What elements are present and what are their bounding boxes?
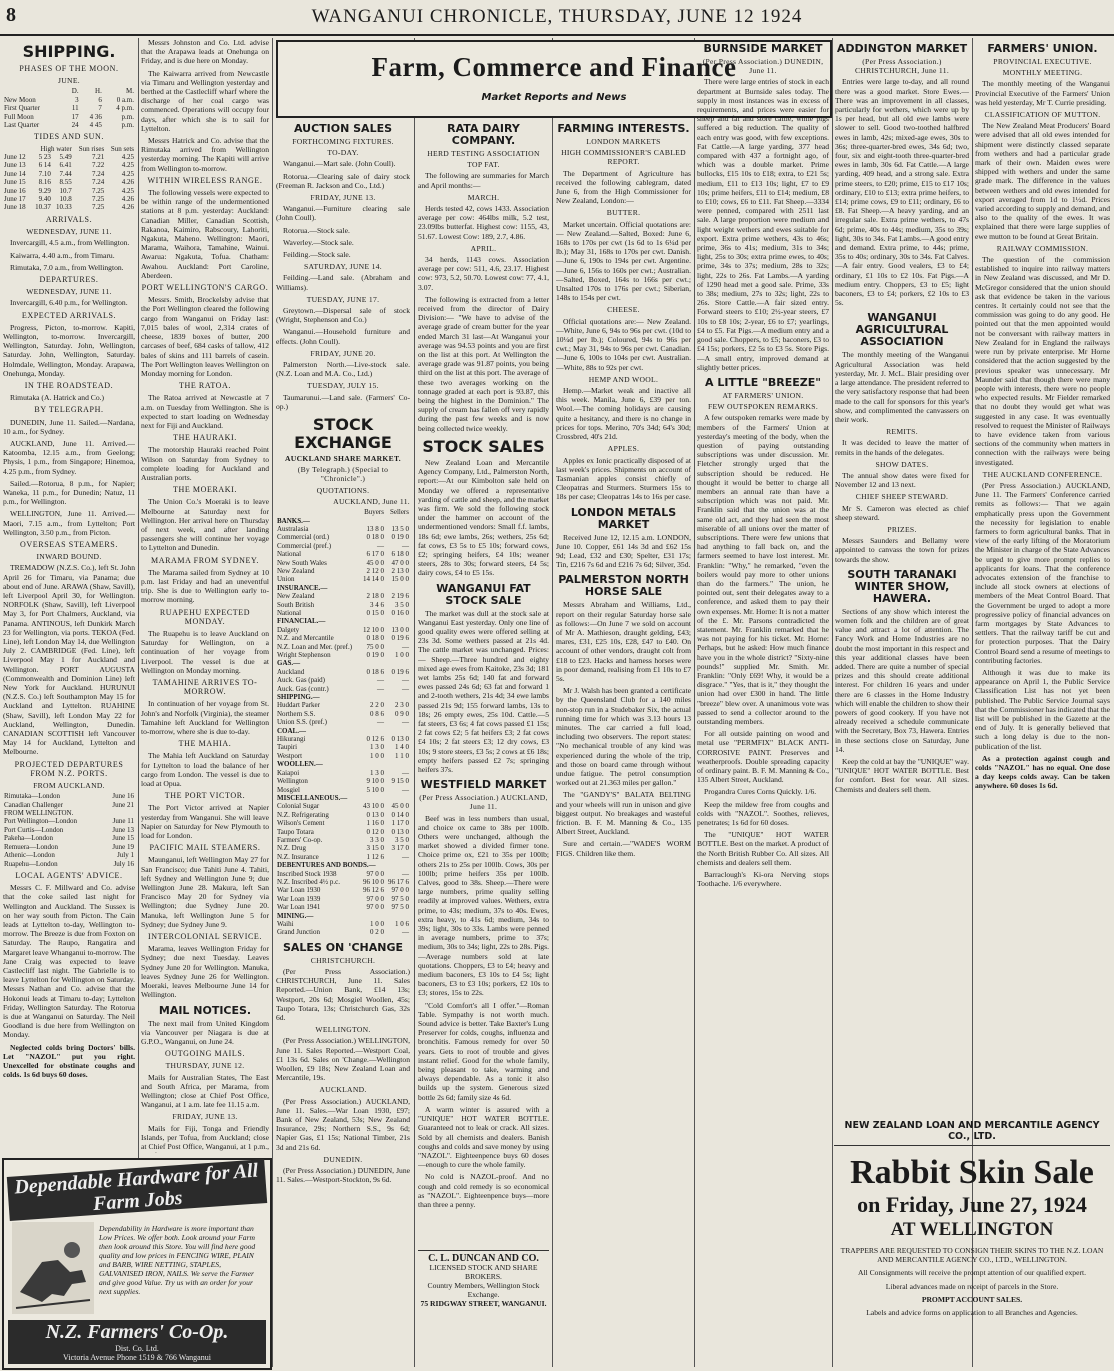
- rabbit-text: All Consignments will receive the prompt attention of our qualified expert.: [858, 1268, 1086, 1278]
- mail-intro: The next mail from United Kingdom via Vancouver per Niagara is due at G.P.O., Wanganui, on June 24.: [141, 1018, 269, 1046]
- column-rule: [832, 38, 833, 1367]
- auckland-heading: AUCKLAND.: [319, 1085, 367, 1095]
- newspaper-title: WANGANUI CHRONICLE, THURSDAY, JUNE 12 1924: [311, 6, 803, 27]
- agricultural-body: The monthly meeting of the Wanganui Agricultural Association was held yesterday, Mr. J. McL. Blair presiding over a large attendance. The president referred to the very satisfactory response that had been made to the call for sponsors for this year's show, and complimented the canvassers on their work.: [835, 350, 969, 424]
- burnside-column: [697, 38, 829, 1367]
- tide-row: June 15 8.16 8.55 7.24 4.26: [4, 178, 134, 187]
- auction-date: FRIDAY, JUNE 20.: [310, 348, 376, 358]
- auction-item: Rotorua.—Stock sale.: [283, 225, 350, 235]
- winter-show-heading: SOUTH TARANAKI WINTER SHOW, HAWERA.: [847, 567, 957, 605]
- coop-dist: Dist. Co. Ltd.: [115, 1344, 159, 1353]
- remits-heading: REMITS.: [886, 427, 918, 437]
- tide-row: June 16 9.29 10.7 7.25 4.25: [4, 186, 134, 195]
- column-rule: [414, 38, 415, 1367]
- cheese-text: Official quotations are:— New Zealand.—White, June 6, 94s to 96s per cwt. (10d to 10¼d per lb.); Coloured, 94s to 96s per cwt.; May 31, 94s to 96s per cwt. Canadian.—June 6, 100s to 104s per cwt. Australian.—White, 88s to 92s per cwt.: [556, 316, 691, 372]
- shipping-column: [3, 38, 135, 1153]
- auction-sub: FORTHCOMING FIXTURES.: [292, 137, 394, 146]
- auction-date: SATURDAY, JUNE 14.: [304, 262, 382, 272]
- farming-interests-heading: FARMING INTERESTS.: [557, 122, 690, 135]
- keep-cold-ad: Keep the cold at bay the "UNIQUE" way. "UNIQUE" HOT WATER BOTTLE. Best for comfort. Best for wear. All sizes. Chemists and dealers sell them.: [835, 757, 969, 794]
- steward-heading: CHIEF SHEEP STEWARD.: [855, 492, 949, 502]
- rata-dairy-heading: RATA DAIRY COMPANY.: [447, 122, 520, 147]
- steward-text: Mr S. Cameron was elected as chief sheep steward.: [835, 503, 969, 522]
- share-date: AUCKLAND, June 11.: [333, 496, 410, 506]
- telegraph-item: WELLINGTON, June 11. Arrived.—Maori, 7.15 a.m., from Lyttelton; Port Wellington, 3.50 p.m., from Picton.: [3, 509, 135, 537]
- auckland-text: (Per Press Association.) AUCKLAND, June 11. Sales.—War Loan 1930, £97; Bank of New Zealand, 53s; New Zealand Insurance, 29s; Northern S.S., 9s 6d; Napier Gas, £1 15s; National Timber, 21s 3d and 21s 6d.: [276, 1096, 410, 1152]
- departure-item: Invercargill, 6.40 p.m., for Wellington.: [10, 298, 128, 308]
- ad-footer: [8, 1320, 266, 1364]
- christchurch-text: (Per Press Association.) CHRISTCHURCH, June 11. Sales Reported.—Union Bank, £14 13s; Westport, 20s 6d; Mosgiel Woollen, 45s; Taupo Totara, 13s; Christchurch Gas, 32s 6d.: [276, 967, 410, 1023]
- share-section: INSURANCE.—: [277, 583, 328, 592]
- cabled-report-heading: HIGH COMMISSIONER'S CABLED REPORT.: [561, 148, 686, 167]
- moon-heading: PHASES OF THE MOON.: [19, 64, 119, 73]
- dunedin-heading: DUNEDIN.: [323, 1154, 363, 1164]
- burnside-heading: BURNSIDE MARKET: [703, 42, 823, 55]
- share-row: Hikurangi 0 12 6 0 13 0: [277, 735, 409, 744]
- tamahine-text: In continuation of her voyage from St. John's and Norfolk (Virginia), the steamer Tamahine left Auckland for Wellington to-morrow, where she is due to-day.: [141, 699, 269, 737]
- westfield-heading: WESTFIELD MARKET: [420, 778, 547, 792]
- auction-item: Wanganui.—Furniture clearing sale (John Coull).: [276, 204, 410, 223]
- marama-text: The Marama sailed from Sydney at 10 p.m. last Friday and had an uneventful trip. She is due to Wellington early to-morrow morning.: [141, 567, 269, 605]
- addington-column: [835, 38, 969, 1115]
- projected-row: Canadian Challenger June 21: [4, 800, 134, 809]
- broker-line: Country Members, Wellington Stock Exchange.: [427, 1281, 540, 1299]
- share-section: SHIPPING.—: [277, 693, 320, 702]
- progandra-ad: Progandra Cures Corns Quickly. 1/6.: [704, 787, 817, 797]
- hemp-wool-heading: HEMP AND WOOL.: [588, 374, 659, 384]
- christchurch-heading: CHRISTCHURCH.: [310, 955, 376, 965]
- projected-row: Remuera—London June 19: [4, 842, 134, 851]
- moon-col-hour: H.: [95, 87, 102, 96]
- ratoa-heading: THE RATOA.: [178, 381, 232, 391]
- rabbit-sale-title: Rabbit Skin Sale: [850, 1154, 1094, 1191]
- departures-heading: DEPARTURES.: [39, 274, 99, 284]
- rabbit-skin-sale-advertisement: [834, 1120, 1110, 1366]
- dairy-stock-column: [418, 118, 549, 1367]
- banner-title: Farm, Commerce and Finance: [371, 52, 737, 82]
- outgoing-heading: OUTGOING MAILS.: [164, 1049, 246, 1059]
- breeze-body: A few outspoken remarks were made by members of the Farmers' Union at yesterday's meeting of the body, when the question of paying outstanding subscriptions was under discussion. Mr. Fletcher strongly urged that the subscription should be reduced. He thought it would be better to charge all members an annual rate than have a subscription which was not paid. Mr. Franklin said that the union was at the same old act, and they had seen the most miserable of all unions over the matter of subscriptions. There were few unions that had anything to fall back on, and the farmers seemed to have lost interest. Mr. Franklin: "Why," he remarked, "even the boilers would pay more to other unions than do the farmers." The union, he pointed out, sent their delegates away to a conference, and asked them to pay their own expenses. Mr. Horne: It is not a matter of the £. Mr. Parsons contradicted the statement. Mr. Franklin remarked that he was not paying for his ticket. Mr. Horne: Perhaps, but he asked: How much finance have you in the whole district? "Sixty-nine pounds!" supplied Mr. Smith. Mr. Franklin: "Only £69! Why, it would be a disgrace." "Yes, that is it," they thought the union had over £300 in hand. The little "breeze" blew over. A unanimous vote was passed to send a collector around to the outstanding members.: [697, 413, 829, 727]
- projected-row: Ruapehu—London July 16: [4, 859, 134, 868]
- telegraph-item: Sailed.—Rotorua, 8 p.m., for Napier; Waneka, 11 p.m., for Dunedin; Natuz, 11 p.m., for Wellington.: [3, 478, 135, 507]
- prizes-text: Messrs Saunders and Bellamy were appointed to canvass the town for prizes towards the show.: [835, 536, 969, 564]
- barraclough-ad: Barraclough's Ki-ora Nerving stops Toothache. 1/6 everywhere.: [697, 870, 829, 889]
- share-row: Waihi 1 0 0 1 0 6: [277, 920, 409, 928]
- tides-col-set: Sun sets: [110, 144, 134, 153]
- rata-sub: HERD TESTING ASSOCIATION: [427, 149, 540, 158]
- addington-body: Entries were large to-day, and all round there was a good market. Store Ewes.—There was an improvement in all classes, particularly for wethers, which were up by 1s per head, but all old ewe lambs were slower to sell. Good two-toothed halfbred ewes in lamb, 42s; mixed-age ewes, 30s to 36s; three-quarter-bred ewes, 34s 6d; two, four, six and eight-tooth three-quarter-bred ewes in lamb, 30s 6d. Fat Cattle.—A large yarding, 409 head, and a strong sale. Extra prime steers, to £20; prime, £15 to £17 10s; ordinary, £10 to £13; extra prime heifers, to £14; prime cows, £9 to £11; ordinary, £6 to £8. Fat Sheep.—A heavy yarding, and an irregular sale. Extra prime wethers, to 47s 6d; prime, 40s to 44s; medium, 35s to 39s; light, 30s to 34s. Fat Lambs.—A good entry and demand. Extra prime, to 44s; prime, 35s to 40s; ordinary, 30s to 34s. Fat Calves.—A fair entry. Good vealers, £3 to £4; ordinary, £1 10s to £2 10s. Fat Pigs.—A medium entry. Choppers, £3 to £5; light baconers, £3 to £4; porkers, £2 10s to £3 5s.: [835, 77, 969, 308]
- tide-row: June 17 9.40 10.8 7.25 4.26: [4, 195, 134, 204]
- ratoa-text: The Ratoa arrived at Newcastle at 7 a.m. on Tuesday from Wellington. She is expected to start loading on Wednesday next for Fiji and Auckland.: [141, 393, 269, 430]
- auction-stock-column: [276, 118, 410, 1367]
- agricultural-heading: WANGANUI AGRICULTURAL ASSOCIATION: [855, 311, 949, 349]
- winter-show-body: Sections of any show which interest the women folk and the children are of great value and attract a lot of attention. The Fancy Work and Home Industries are no doubt the most important in this respect and this year additional classes have been added. There are quite a number of special prizes and this should create additional interest. For children 16 years and under there are 6 classes in the Home Industry which will enable the children to show their powers of good cookery. If you have not already received a schedule communicate with the Secretary, Box 73, Hawera. Entries in these sections close on Saturday, June 14.: [835, 606, 969, 754]
- share-row: N.Z. Drug 3 15 0 3 17 0: [277, 844, 409, 853]
- apples-text: Apples ex Ionic practically disposed of at last week's prices. Shipments on account of Tasmanian apples consist chiefly of Cleopatras and Sturmers. Sturmers 15s to 18s per case; Cleopatras 14s to 16s per case.: [556, 455, 691, 502]
- tides-col-rise: Sun rises: [78, 144, 105, 153]
- expected-text: Progress, Picton, to-morrow. Kapiti, Wellington, to-morrow. Invercargill, Wellington, Saturday. John, Wellington, Saturday. John, Wellington, Saturday. Holmdale, Wellington, Monday. Arapawa, Onehunga, Monday.: [3, 322, 135, 378]
- butter-heading: BUTTER.: [606, 208, 641, 218]
- share-row: Wright Stephenson 0 19 0 1 0 0: [277, 651, 409, 659]
- share-row: N.Z. Refrigerating 0 13 0 0 14 0: [277, 810, 409, 819]
- moon-month: JUNE.: [58, 76, 80, 86]
- rabbit-text: PROMPT ACCOUNT SALES.: [921, 1294, 1023, 1304]
- projected-sub: FROM AUCKLAND.: [33, 781, 105, 791]
- expected-heading: EXPECTED ARRIVALS.: [21, 310, 117, 320]
- classification-list-text: Although it was due to make its appearance on April 1, the Public Service Classification List has not yet been published. The Public Service Journal says that the Commissioner has indicated that the list will be published in the Gazette at the end of July. It is generally believed that such a long delay is due to the non-publication of the list.: [975, 668, 1110, 751]
- fat-stock-body: The market was dull at the stock sale at Wanganui East yesterday. Only one line of good quality ewes were offered selling at 23s 3d. Some wethers passed at 21s 4d. The cattle market was unchanged. Prices:— Sheep.—Three hundred and eighty mixed age ewes from Kaitoke, 23s 3d; 181 wet lambs 25s 6d; 140 fat and forward ewes passed 24s 6d; 63 fat and forward 1 and 2-tooth wethers, 21s 4d; 34 ewe lambs passed 21s 9d; 155 forward lambs, 13s to 18s; 26 empty ewes, 25s 10d. Cattle.—5 fat steers, £3 6s; 4 fat cows passed £1 15s; 2 fat cows £2; 5 fat heifers £3; 2 fat cows £4 10s; 2 fat steers £3; 12 dry cows, £3 10s; 9 store steers, £3 5s; 2 cows at £6 18s; empty heifers passed £2 7s; springing heifers 37s.: [418, 608, 549, 774]
- share-row: New Zealand 2 18 0 2 19 6: [277, 592, 409, 601]
- broker-name: C. L. DUNCAN AND CO.: [428, 1253, 539, 1264]
- share-row: War Loan 1930 96 12 6 97 0 0: [277, 886, 409, 895]
- rabbit-text: TRAPPERS ARE REQUESTED TO CONSIGN THEIR SKINS TO THE N.Z. LOAN AND MERCANTILE AGENCY CO., LTD., WELLINGTON.: [840, 1246, 1104, 1265]
- tides-heading: TIDES AND SUN.: [34, 132, 104, 142]
- baxter-ad: "Cold Comfort's all I offer."—Roman Table. Sympathy is not worth much. Sound advice is better. Take Baxter's Lung Preserver for colds, coughs, influenza and bronchitis. Famous remedy for over 50 years. Gets to root of trouble and gives instant relief. Good for the whole family, being pleasant to take, warming and always dependable. As a tonic it also builds up the system. Generous sized bottle 2s 6d; family size 4s 6d.: [418, 1000, 549, 1102]
- mail-text: Mails for Fiji, Tonga and Friendly Islands, per Tofua, from Auckland; close at Chief Post Office, Wanganui, at 1 p.m.,: [141, 1123, 269, 1151]
- rata-april-text: 34 herds, 1143 cows. Association average per cow: 511, 4.6, 23.17. Highest cow: 973, 5.2, 50.70. Lowest cow: 77, 4.1, 3.07.: [418, 255, 549, 292]
- tides-col-water: High water: [40, 144, 72, 153]
- pacific-heading: PACIFIC MAIL STEAMERS.: [149, 843, 261, 853]
- mail-date: THURSDAY, JUNE 12.: [165, 1061, 245, 1071]
- provincial-executive: PROVINCIAL EXECUTIVE.: [993, 57, 1092, 66]
- burnside-body: There were large entries of stock in each department at Burnside sales today. The supply in most instances was in excess of requirements, and prices were easier for sheep and fat and store cattle, while pigs suffered a big reduction. The quality of each entry was good, with few exceptions. Fat Cattle.—A large yarding, 377 head compared with 437 a fortnight ago, of which was a double market. Prime bullocks, £15 10s to £18; extra, to £21 5s; medium, £11 to £13 10s; light, £7 to £9 10s; prime heifers, £11 to £14; medium, £8 to £10; cows, £6 to £11. Fat Sheep.—3334 were penned, compared with 2511 last sale. A large proportion were medium and light weight wethers and ewes suitable for export. Extra prime wethers, 43s to 46s; prime, 36s to 41s; medium, 31s to 34s; light, 25s to 30s; extra prime ewes, to 40s; prime, 34s to 37s; medium, 28s to 32s; light, 22s to 26s. Fat Lambs.—A yarding of 1290 head met a good sale. Prime, 33s to 38s; medium, 27s to 32s; light, 22s to 26s. Store Cattle.—A fair sized entry. Forward steers to £10; 2½-year steers, £7 10s to £8 10s; 2-year, £6 to £7; yearlings, £4 to £5. Fat Pigs.—A medium entry and a good sale. Choppers, to £5; baconers, £3 to £4 15s; porkers, £2 5s to £3 5s. Store Pigs.—A small entry, improved demand at slightly better prices.: [697, 77, 829, 372]
- auction-item: Rotorua.—Clearing sale of dairy stock (Freeman R. Jackson and Co., Ltd.): [276, 171, 410, 190]
- share-row: War Loan 1941 97 0 0 97 5 0: [277, 903, 409, 912]
- rabbit-sale-date: on Friday, June 27, 1924: [857, 1192, 1087, 1217]
- share-row: Commercial (ord.) 0 18 0 0 19 0: [277, 533, 409, 542]
- arrival-item: Kaiwarra, 4.40 a.m., from Timaru.: [10, 250, 115, 260]
- share-row: Northern S.S. 0 8 6 0 9 0: [277, 709, 409, 718]
- gandys-ad: The "GANDY'S" BALATA BELTING and your wheels will run in unison and give biggest output. No breakages and wasteful friction. B. F. M. Manning & Co., 135 Albert Street, Auckland.: [556, 790, 691, 837]
- shipping-continued-column: [141, 38, 269, 1153]
- share-row: Commercial (pref.) — —: [277, 541, 409, 550]
- share-row: Wilson's Cement 1 16 0 1 17 0: [277, 819, 409, 828]
- rabbit-text: Liberal advances made on receipt of parcels in the Store.: [885, 1281, 1059, 1291]
- worm-figs-ad: Sure and certain.—"WADE'S WORM FIGS. Children like them.: [556, 839, 691, 858]
- shipping-para: Messrs Hatrick and Co. advise that the Rimutaka arrived from Wellington yesterday morning. The Kapiti will arrive from Wellington to-morrow.: [141, 136, 269, 173]
- moon-col-day: D.: [71, 87, 79, 96]
- rata-sub2: TOP FAT.: [467, 160, 500, 170]
- nazol-ad: No cold is NAZOL-proof. And no cough and cold remedy is so economical as "NAZOL". Eighteenpence buys—more than three a penny.: [418, 1172, 549, 1209]
- apples-heading: APPLES.: [607, 444, 640, 454]
- telegraph-item: DUNEDIN, June 11. Sailed.—Nardana, 10 a.m., for Sydney.: [3, 417, 135, 436]
- show-dates-text: The annual show dates were fixed for November 12 and 13 next.: [835, 470, 969, 490]
- arrivals-date: WEDNESDAY, JUNE 11.: [26, 227, 112, 237]
- share-row: Huddart Parker 2 2 0 2 3 0: [277, 701, 409, 710]
- projected-row: FROM WELLINGTON.: [4, 809, 74, 818]
- share-section: DEBENTURES AND BONDS.—: [277, 861, 376, 870]
- railway-text: The question of the commission established to inquire into railway matters in New Zealand was discussed, and Mr D. McGregor considered that the union should ask that evidence be taken in the various centres. It certainly could not see that the commission was going to do any good. He pointed out that the men appointed would not be conversant with railway matters in New Zealand for in England the railways were run by private enterprise. Mr Horne considered that the action suggested by the previous speaker was unnecessary. Mr Maunder said that though there were many people with interests, there were no people who expected results. Mr Fielder remarked that no doubt they would get what was suggested in any case. It was eventually resolved to request the Minister of Railways to have evidence taken from various sections of the community when matters in connection with the railways were being investigated.: [975, 255, 1110, 467]
- farmers-union-heading: FARMERS' UNION.: [987, 42, 1098, 55]
- auction-date: TUESDAY, JUNE 17.: [306, 294, 380, 304]
- tide-row: June 18 10.37 10.33 7.25 4.26: [4, 203, 134, 212]
- wireless-text: The following vessels were expected to be within range of the undermentioned stations at 8 p.m. yesterday: Auckland: Canadian Miller, Canadian Scottish, Rakanoa, Kaimiro, Rabscoury, Lahoriti, Ngakuta, Maheno. Wellington: Maori, Marama, Waihora, Tamahine, Wainui. Awarua: Ngakuta, Tofua. Chatham: Awahou. Auckland: Port Caroline, Aberdeen.: [141, 188, 269, 280]
- share-row: South British 3 4 6 3 5 0: [277, 600, 409, 609]
- share-row: National 6 17 0 6 18 0: [277, 550, 409, 559]
- intercolonial-heading: INTERCOLONIAL SERVICE.: [147, 932, 263, 942]
- london-markets-heading: LONDON MARKETS: [586, 137, 661, 146]
- tides-table: [3, 145, 135, 212]
- farmers-union-column: [975, 38, 1110, 1115]
- dunedin-text: (Per Press Association.) DUNEDIN, June 11. Sales.—Westport-Stockton, 9s 6d.: [276, 1166, 410, 1185]
- share-note: (By Telegraph.) (Special to "Chronicle".): [297, 465, 389, 484]
- share-row: N.Z. Insurance 1 12 6 —: [277, 852, 409, 861]
- share-row: Taupo Totara 0 12 0 0 13 0: [277, 827, 409, 836]
- stock-sales-body: New Zealand Loan and Mercantile Agency Company, Ltd., Palmerston North, report:—At our Kimbolton sale held on Monday we offered a representative yarding of cattle and sheep, and the market was firm. We sold the following stock under the hammer on account of the undermentioned vendors: Small f.f. lambs, 18s 6d; ewe lambs, 26s; wethers, 25s 6d; fat cows, £3 5s to £5 10s; forward cows, £2; springing heifers, £4 10s; weaner steers, 28s to 30s; forward steers, £4 5s; dairy cows, £4 to £5 15s.: [418, 457, 549, 578]
- breeze-sub2: FEW OUTSPOKEN REMARKS.: [707, 402, 819, 412]
- share-section: MINING.—: [277, 911, 314, 920]
- shipping-heading: SHIPPING.: [22, 42, 116, 61]
- port-victor-heading: THE PORT VICTOR.: [164, 791, 246, 801]
- moeraki-text: The Union Co.'s Moeraki is to leave Melbourne at Saturday next for Wellington. Her arrival here on Thursday of next week, and after landing passengers she will continue her voyage to Lyttelton and Dunedin.: [141, 497, 269, 553]
- departures-date: WEDNESDAY, JUNE 11.: [26, 287, 112, 297]
- ad-slogan: Dependable Hardware for All Farm Jobs: [7, 1159, 267, 1221]
- column-rule: [694, 38, 695, 1367]
- cargo-text: Messrs. Smith, Brockelsby advise that the Port Wellington cleared the following cargo from Wanganui on Friday last: 7,015 bales of wool, 2,314 crates of cheese, 1839 boxes of butter, 200 carcases of beef, 684 casks of tallow, 412 bales of skins and 111 barrels of casein. The Port Wellington leaves Wellington on Monday morning for London.: [141, 295, 269, 378]
- burnside-sub: (Per Press Association.) DUNEDIN, June 11.: [702, 57, 824, 76]
- auction-item: Wanganui.—Household furniture and effects. (John Coull).: [276, 327, 410, 346]
- show-dates-heading: SHOW DATES.: [875, 459, 929, 469]
- breeze-sub: AT FARMERS' UNION.: [722, 390, 804, 400]
- share-row: Auck. Gas (paid) — —: [277, 676, 409, 685]
- pacific-text: Maunganui, left Wellington May 27 for San Francisco; due Tahiti June 4. Tahiti, left Sydney and Wellington June 9; due Wellington June 28. Makura, left San Francisco May 20 for Sydney via Wellington; due Sydney June 20. Manuka, left Wellington June 5 for Sydney; due Sydney June 9.: [141, 855, 269, 929]
- banner-subtitle: Market Reports and News: [481, 92, 627, 103]
- projected-row: Pakeha—London June 15: [4, 834, 134, 843]
- share-row: Grand Junction 0 2 0 —: [277, 928, 409, 937]
- coop-address: Victoria Avenue Phone 1519 & 766 Wanganui: [63, 1353, 211, 1362]
- coop-name: N.Z. Farmers' Co-Op.: [45, 1321, 229, 1343]
- metals-body: Received June 12, 12.15 a.m. LONDON, June 10. Copper, £61 14s 3d and £62 15s 9d; Lead, £32 and £30; Spelter, £31 17s; Tin, £216 7s 6d and £216 7s 6d; Silver, 35d.: [556, 532, 691, 570]
- share-row: Union S.S. (pref.) — —: [277, 718, 409, 727]
- studebaker-item: Mr J. Walsh has been granted a certificate by the Queensland Club for a 140 miles non-stop run in a Studebaker Six, the actual running time for which was 3.13 hours 13 minutes. The car carried a full load, including two observers. The report states: "No mechanical trouble of any kind was experienced during the whole of the trip, and those on board came through without undue fatigue. The petrol consumption worked out at 21.363 miles per gallon.": [556, 686, 691, 788]
- stock-sales-heading: STOCK SALES: [422, 436, 545, 456]
- projected-row: Rimutaka—London June 16: [4, 792, 134, 801]
- auction-date: TUESDAY, JULY 15.: [307, 381, 379, 391]
- inward-text: TREMADOW (N.Z.S. Co.), left St. John April 26 for Timaru, via Panama; due about end of June. ARAWA (Shaw, Savill), left Liverpool April 30, for Wellington. NORFOLK (Shaw, Savill), left Liverpool May 3, for Port Chalmers, Auckland, via Panama. ANTINOUS, left Dunkirk March 23 for Wellington, via ports. TEKOA (Fed. Line), left London May 14, due Wellington July 2. CAMBRIDGE (Fed. Line), left Liverpool May 1 for Auckland and Wellington. PORT AUGUSTA (Commonwealth and Dominion Line) left New York for Auckland. HURUNUI (N.Z.S. Co.) left Southampton May 15 for Auckland and Lyttelton. RUAHINE (Shaw, Savill), left London May 22 for Auckland, Wellington, Dunedin. CANADIAN SCOTTISH left Vancouver May 14 for Auckland, Lyttelton and Melbourne.: [3, 563, 135, 757]
- auction-item: Feilding.—Stock sale.: [283, 250, 351, 260]
- tide-row: June 13 6 14 6.41 7.22 4.25: [4, 161, 134, 170]
- share-table: [276, 508, 410, 937]
- moon-row: Last Quarter 24 4 45 p.m.: [4, 121, 134, 130]
- buyers-col: Buyers: [364, 508, 384, 517]
- share-row: New Zealand 2 12 0 2 13 0: [277, 566, 409, 575]
- local-agents-text: Messrs C. F. Millward and Co. advise that the coke sailed last night for Wellington and Auckland. The Sussex is on her way south from Picton. The Cain leads at Lyttelton to-day, Wellington to-morrow. The Breeze is due from Foxton on Saturday. The Raupo, Rangatira and Margaret leave Whanganui to-morrow. The Jane Craig was expected to leave Castlecliff last night. The Gabrielle is to leave Lyttelton for Wellington on Saturday. Messrs Nathan and Co. advise that the Hokonui leads at Timaru to-day; Lyttelton Friday, Wellington Saturday. The Rotorua is due at Wanganui on Saturday. The Neil Goodland is due here from Wellington on Monday.: [3, 883, 135, 1040]
- nazol-notice: Neglected colds bring Doctors' bills. Let "NAZOL" put you right. Unexcelled for obstinate coughs and colds. 1s 6d buys 60 doses.: [3, 1042, 135, 1080]
- marama-heading: MARAMA FROM SYDNEY.: [151, 555, 259, 565]
- fat-stock-heading: WANGANUI FAT STOCK SALE: [436, 581, 531, 607]
- cheese-heading: CHEESE.: [607, 305, 640, 315]
- prizes-heading: PRIZES.: [887, 524, 917, 534]
- conference-heading: THE AUCKLAND CONFERENCE.: [982, 469, 1103, 479]
- moon-row: Full Moon 17 4 36 p.m.: [4, 112, 134, 121]
- intercolonial-text: Marama, leaves Wellington Friday for Sydney; due next Tuesday. Leaves Sydney June 20 for Wellington. Manuka, leaves Sydney June 26 for Wellington. Moeraki, leaves Melbourne June 14 for Wellington.: [141, 944, 269, 1000]
- shipping-para: Messrs Johnston and Co. Ltd. advise that the Arapawa leads at Onehunga on Friday, and is due here on Monday.: [141, 38, 269, 66]
- moon-row: First Quarter 11 7 4 p.m.: [4, 104, 134, 113]
- share-row: Farmers' Co-op. 3 3 0 3 5 0: [277, 835, 409, 844]
- auction-item: Taumarunui.—Land sale. (Farmers' Co-op.): [276, 392, 410, 411]
- auction-item: Feilding.—Land sale. (Abraham and Williams).: [276, 273, 410, 292]
- overseas-heading: OVERSEAS STEAMERS.: [20, 539, 118, 549]
- hemp-wool-text: Hemp.—Market weak and inactive all this week. Manila, June 6, £39 per ton. Wool.—The coming holidays are causing quite a hesitancy, and there is no change in prices for tops. Merino, 70's 34d; 64's 30d; Crossbred, 40's 21d.: [556, 386, 691, 442]
- farmers-coop-advertisement: [2, 1158, 272, 1370]
- share-row: Auck. Gas (contr.) — —: [277, 684, 409, 693]
- loan-agency-name: NEW ZEALAND LOAN AND MERCANTILE AGENCY CO., LTD.: [834, 1120, 1110, 1146]
- arrivals-heading: ARRIVALS.: [45, 214, 93, 224]
- rata-intro: The following are summaries for March and April months:—: [418, 171, 549, 190]
- share-row: Wellington 9 10 0 9 15 0: [277, 777, 409, 786]
- mutton-text: The New Zealand Meat Producers' Board were advised that all old ewes intended for shipment were distinctly classed separate from wethers and had a particular grade mark of their own. Maiden ewes were shipped with wethers and under the same grade mark. The difference in the values between wethers and old ewes intended for export averaged from 1d to 1½d. Prices varied according to supply and demand, and also to the quality of the ewes. It was explained that there were large supplies of ewe mutton to be found at Great Britain.: [975, 121, 1110, 241]
- page-number: 8: [6, 4, 16, 26]
- moon-col-min: M.: [126, 87, 134, 96]
- share-row: N.Z. Inscribed 4½ p.c. 96 10 0 96 17 6: [277, 877, 409, 886]
- projected-row: Port Wellington—London June 11: [4, 817, 134, 826]
- cargo-heading: PORT WELLINGTON'S CARGO.: [141, 283, 269, 293]
- auction-date: FRIDAY, JUNE 13.: [310, 193, 376, 203]
- auction-item: Wanganui.—Mart sale. (John Coull).: [283, 159, 396, 169]
- hauraki-heading: THE HAURAKI.: [173, 433, 237, 443]
- farming-column: [556, 118, 691, 1367]
- share-row: N.Z. Loan and Mer. (pref.) 75 0 0 —: [277, 642, 409, 651]
- projected-row: Athenic—London July 1: [4, 851, 134, 860]
- share-section: MISCELLANEOUS.—: [277, 793, 348, 802]
- auction-today: TO-DAY.: [327, 148, 359, 158]
- roadstead-text: Rimutaka (A. Hatrick and Co.): [10, 393, 105, 403]
- breeze-heading: A LITTLE "BREEZE": [705, 375, 821, 389]
- share-row: Union 14 14 0 15 0 0: [277, 575, 409, 584]
- share-row: Mosgiel 5 10 0 —: [277, 785, 409, 794]
- mahia-heading: THE MAHIA.: [178, 739, 232, 749]
- addington-heading: ADDINGTON MARKET: [836, 42, 968, 55]
- auction-item: Waverley.—Stock sale.: [283, 237, 354, 247]
- share-row: Taupiri 1 3 0 1 4 0: [277, 743, 409, 752]
- stock-exchange-heading: STOCK EXCHANGE: [294, 415, 392, 453]
- quotations-label: QUOTATIONS.: [316, 485, 370, 495]
- share-row: Inscribed Stock 1938 97 0 0 —: [277, 869, 409, 878]
- telegraph-heading: BY TELEGRAPH.: [34, 405, 104, 415]
- projected-heading: PROJECTED DEPARTURES FROM N.Z. PORTS.: [14, 759, 124, 778]
- share-section: WOOLLEN.—: [277, 760, 323, 769]
- hauraki-text: The motorship Hauraki reached Point Wilson on Saturday from Sydney to complete loading for Auckland and Australian ports.: [141, 445, 269, 482]
- farming-intro: The Department of Agriculture has received the following cablegram, dated June 6, from the High Commissioner for New Zealand, London:—: [556, 168, 691, 206]
- railway-heading: RAILWAY COMMISSION.: [996, 243, 1089, 253]
- share-row: N.Z. and Mercantile 0 18 0 0 19 6: [277, 634, 409, 643]
- broker-address: 75 RIDGWAY STREET, WANGANUI.: [420, 1299, 547, 1308]
- union-intro: The monthly meeting of the Wanganui Provincial Executive of the Farmers' Union was held yesterday, Mr T. Currie presiding.: [975, 79, 1110, 107]
- rata-march-text: Herds tested 42, cows 1433. Association average per cow: 464lbs milk, 5.2 test, 23.09lbs butterfat. Highest cow: 1155, 43, 51.67. Lowest Cow: 189, 2.7, 4.86.: [418, 204, 549, 241]
- mahia-text: The Mahia left Auckland on Saturday for Lyttelton to load the balance of her cargo from London. The vessel is due to load at Opua.: [141, 751, 269, 789]
- telegraph-item: AUCKLAND, June 11. Arrived.—Katoomba, 12.15 a.m., from Geelong; Physis, 1 p.m., from Singapore; Hinemoa, 4.25 p.m., from Sydney.: [3, 438, 135, 476]
- moon-row: New Moon 3 6 0 a.m.: [4, 95, 134, 104]
- auction-item: Greytown.—Dispersal sale of stock (Wright, Stephenson and Co.): [276, 306, 410, 325]
- westfield-sub: (Per Press Association.) AUCKLAND, June 11.: [419, 793, 548, 812]
- plough-horse-illustration: [12, 1222, 94, 1314]
- auction-sales-heading: AUCTION SALES: [293, 122, 393, 135]
- mail-text: Mails for Australian States, The East and South Africa, per Marama, from Wellington; close at Chief Post Office, Wanganui, at 1 a.m. late fee 11.15 a.m.: [141, 1072, 269, 1110]
- share-row: Auckland 0 18 6 0 19 6: [277, 667, 409, 676]
- horse-sale-heading: PALMERSTON NORTH HORSE SALE: [558, 573, 689, 599]
- rata-body: The following is extracted from a letter received from the director of Dairy Division:— "We have to advise of the average grade of cream butter for the year ended March 31 last—At Wanganui your average was 94.53 points and you are first on the list at this port. At Wellington the average grade was 91.87 points, you being third on the list at this port. The average of these two averages working on the tonnage graded at each port is 93.87, this being the highest in the Dominion." The supply of cream has fallen off very rapidly during the past few weeks and is now being collected twice weekly.: [418, 294, 549, 433]
- share-section: BANKS.—: [277, 516, 310, 525]
- tide-row: June 12 5 23 5.49 7.21 4.25: [4, 153, 134, 162]
- moeraki-heading: THE MOERAKI.: [172, 485, 238, 495]
- mutton-heading: CLASSIFICATION OF MUTTON.: [984, 110, 1101, 120]
- conference-text: (Per Press Association.) AUCKLAND, June 11. The Farmers' Conference carried remits as follows:— That we again emphatically press upon the Government the necessity for legislation to enable farmers to form agricultural banks. That in view of the early lifting of the Moratorium the Minister in charge of the State Advances be urged to give more prompt replies to applicants for loans. That the conference advocates extension of the franchise to include all stock owners at elections of members of the Meat Control Board. That the Government be urged to adopt a more progressive policy of financial advances on farm mortgages by State Advances to settlers. That the railway tariff be cut and for protection purposes. That the Dairy Control Board send a resume of meetings to contributing factories.: [975, 480, 1110, 665]
- tamahine-heading: TAMAHINE ARRIVES TO-MORROW.: [152, 678, 258, 697]
- share-row: National 0 15 0 0 16 0: [277, 608, 409, 617]
- share-section: FINANCIAL.—: [277, 617, 326, 626]
- column-rule: [272, 38, 273, 1367]
- rabbit-text: Labels and advice forms on application to all Branches and Agencies.: [866, 1308, 1078, 1318]
- sellers-col: Sellers: [389, 508, 409, 517]
- rata-april: APRIL.: [470, 243, 497, 253]
- rata-march: MARCH.: [467, 192, 500, 202]
- mail-notices-heading: MAIL NOTICES.: [158, 1003, 252, 1017]
- duncan-broker-card: [418, 1250, 549, 1311]
- horse-sale-body: Messrs Abraham and Williams, Ltd., report on their regular Saturday horse sale as follows:—On June 7 we sold on account of Mr A. Mathieson, draught gelding, £43; mares, £31, £25 10s, £28, £47 to £40. On account of other vendors, draught colt from £18 to £23. Hacks and harness horses were in poor demand, realising from £1 10s to £7 5s.: [556, 600, 691, 683]
- share-row: Westport 1 0 0 1 1 0: [277, 751, 409, 760]
- nazol-protection-ad: As a protection against cough and colds "NAZOL" has no equal. One dose a day keeps colds away. Can be taken anywhere. 60 doses 1s 6d.: [975, 753, 1110, 791]
- broker-line: LICENSED STOCK AND SHARE BROKERS.: [429, 1263, 538, 1281]
- inward-heading: INWARD BOUND.: [36, 552, 102, 562]
- shipping-para: The Kaiwarra arrived from Newcastle via Timaru and Wellington yesterday and berthed at the Castlecliff wharf where the discharge of her coal cargo was commenced. Operations will occupy four days, after which she is to sail for Lyttelton.: [141, 68, 269, 133]
- mail-date: FRIDAY, JUNE 13.: [172, 1112, 238, 1122]
- wellington-text: (Per Press Association.) WELLINGTON, June 11. Sales Reported.—Westport Coal, £1 13s 6d. Sales on 'Change.—Wellington Woollen, £9 18s; New Zealand Loan and Mercantile, 19s.: [276, 1036, 410, 1083]
- remits-text: It was decided to leave the matter of remits in the hands of the delegates.: [835, 438, 969, 457]
- share-section: GAS.—: [277, 659, 301, 668]
- share-section: COAL.—: [277, 726, 306, 735]
- share-row: Dalgety 12 10 0 13 0 0: [277, 625, 409, 634]
- share-row: New South Wales 45 0 0 47 0 0: [277, 558, 409, 567]
- westfield-body: Beef was in less numbers than usual, and choice ox came to 38s per 100lb. Others were unchanged, although the market showed a divided firmer tone. Choice prime ox, £21 to 35s per 100lb; others 21s to 25s per 100lb. Cows, 30s per 100lb; prime heifers 35s per 100lb. Calves, good to 38s. Sheep.—There were large numbers, prime quality selling readily at improved values. Wethers, extra prime, to 43s; medium, 37s to 40s. Ewes, extra heavy, to 41s 6d; medium, 34s to 39s; light, 30s to 33s. Lambs were penned in average numbers, prime to 37s; medium, 30s to 34s; light, 22s to 28s. Pigs.—Average numbers sold at late quotations. Choppers, £3 to £4; heavy and medium baconers, £3 10s to £4 5s; light baconers, £3 to £3 10s; porkers, £2 10s to £3; stores, 15s to 22s.: [418, 813, 549, 998]
- local-agents-heading: LOCAL AGENTS' ADVICE.: [15, 870, 123, 880]
- wireless-heading: WITHIN WIRELESS RANGE.: [147, 175, 263, 185]
- tide-row: June 14 7.10 7.44 7.24 4.25: [4, 169, 134, 178]
- ruapehu-text: The Ruapehu is to leave Auckland on Saturday for Wellington, on a continuation of her voyage from Liverpool. The vessel is due at Wellington on Monday morning.: [141, 628, 269, 675]
- projected-row: Port Curtis—London June 13: [4, 825, 134, 834]
- share-row: War Loan 1939 97 0 0 97 5 0: [277, 894, 409, 903]
- arrival-item: Rimutaka, 7.0 a.m., from Wellington.: [10, 262, 124, 272]
- wellington-heading: WELLINGTON.: [315, 1025, 371, 1035]
- butter-text: Market uncertain. Official quotations are:— New Zealand.—Salted, Boxed: June 6, 168s to 170s per cwt (1s 6d to 1s 6¼d per lb.); May 31, 168s to 170s per cwt. Danish.—June 6, 190s to 194s per cwt. Argentine.—June 6, 156s to 160s per cwt.; Australian.—Salted, Boxed, 164s to 166s per cwt.; Unsalted 170s to 176s per cwt.; Siberian, 148s to 154s per cwt.: [556, 219, 691, 303]
- monthly-meeting: MONTHLY MEETING.: [1002, 68, 1083, 78]
- share-row: Kaiapoi 1 3 0 —: [277, 768, 409, 777]
- auction-item: Palmerston North.—Live-stock sale. (N.Z. Loan and M.A. Co., Ltd.): [276, 360, 410, 379]
- permfix-ad: For all outside painting on wood and metal use "PERMFIX" BLACK ANTI-CORROSIVE PAINT. Preserves and weatherproofs. Double spreading capacity of ordinary paint. B. F. M. Manning & Co., 135 Albert Street, Auckland.: [697, 729, 829, 785]
- unique-bottle-ad: The "UNIQUE" HOT WATER BOTTLE. Best on the market. A product of the North British Rubber Co. All sizes. All chemists and dealers sell them.: [697, 830, 829, 867]
- share-row: Colonial Sugar 43 10 0 45 0 0: [277, 802, 409, 811]
- addington-sub: (Per Press Association.) CHRISTCHURCH, June 11.: [854, 57, 950, 76]
- share-row: Australasia 13 8 0 13 5 0: [277, 524, 409, 533]
- moon-table: [3, 87, 135, 129]
- nazol-mildew-ad: Keep the mildew free from coughs and colds with "NAZOL". Soothes, relieves, penetrates; 1s 6d for 60 doses.: [697, 799, 829, 828]
- metals-heading: LONDON METALS MARKET: [570, 505, 677, 531]
- hot-water-bottle-ad: A warm winter is assured with a "UNIQUE" HOT WATER BOTTLE. Guaranteed not to leak or crack. All sizes. Sold by all chemists and dealers. Banish coughs and colds and save money by using "NAZOL". Eighteenpence buys 60 doses—enough to cure the whole family.: [418, 1104, 549, 1170]
- roadstead-heading: IN THE ROADSTEAD.: [24, 380, 114, 390]
- port-victor-text: The Port Victor arrived at Napier yesterday from Wanganui. She will leave Napier on Saturday for New Plymouth to load for London.: [141, 803, 269, 841]
- ad-body: Dependability in Hardware is more important than Low Prices. We offer both. Look around your Farm then look around this Store. You will find here good quality and low prices in FENCING WIRE, PLAIN and BARB, WIRE NETTING, STAPLES, GALVANISED IRON, NAILS. We serve the Farmer and give good Value. Try us with an order for your next supplies.: [99, 1224, 256, 1296]
- ruapehu-heading: RUAPEHU EXPECTED MONDAY.: [159, 607, 251, 626]
- share-market-heading: AUCKLAND SHARE MARKET.: [285, 454, 401, 464]
- projected-table: [3, 792, 135, 868]
- sales-on-change-heading: SALES ON 'CHANGE: [282, 940, 403, 954]
- masthead: [0, 0, 1114, 36]
- arrival-item: Invercargill, 4.5 a.m., from Wellington.: [10, 238, 130, 248]
- rabbit-sale-place: AT WELLINGTON: [890, 1219, 1054, 1240]
- column-rule: [552, 38, 553, 1367]
